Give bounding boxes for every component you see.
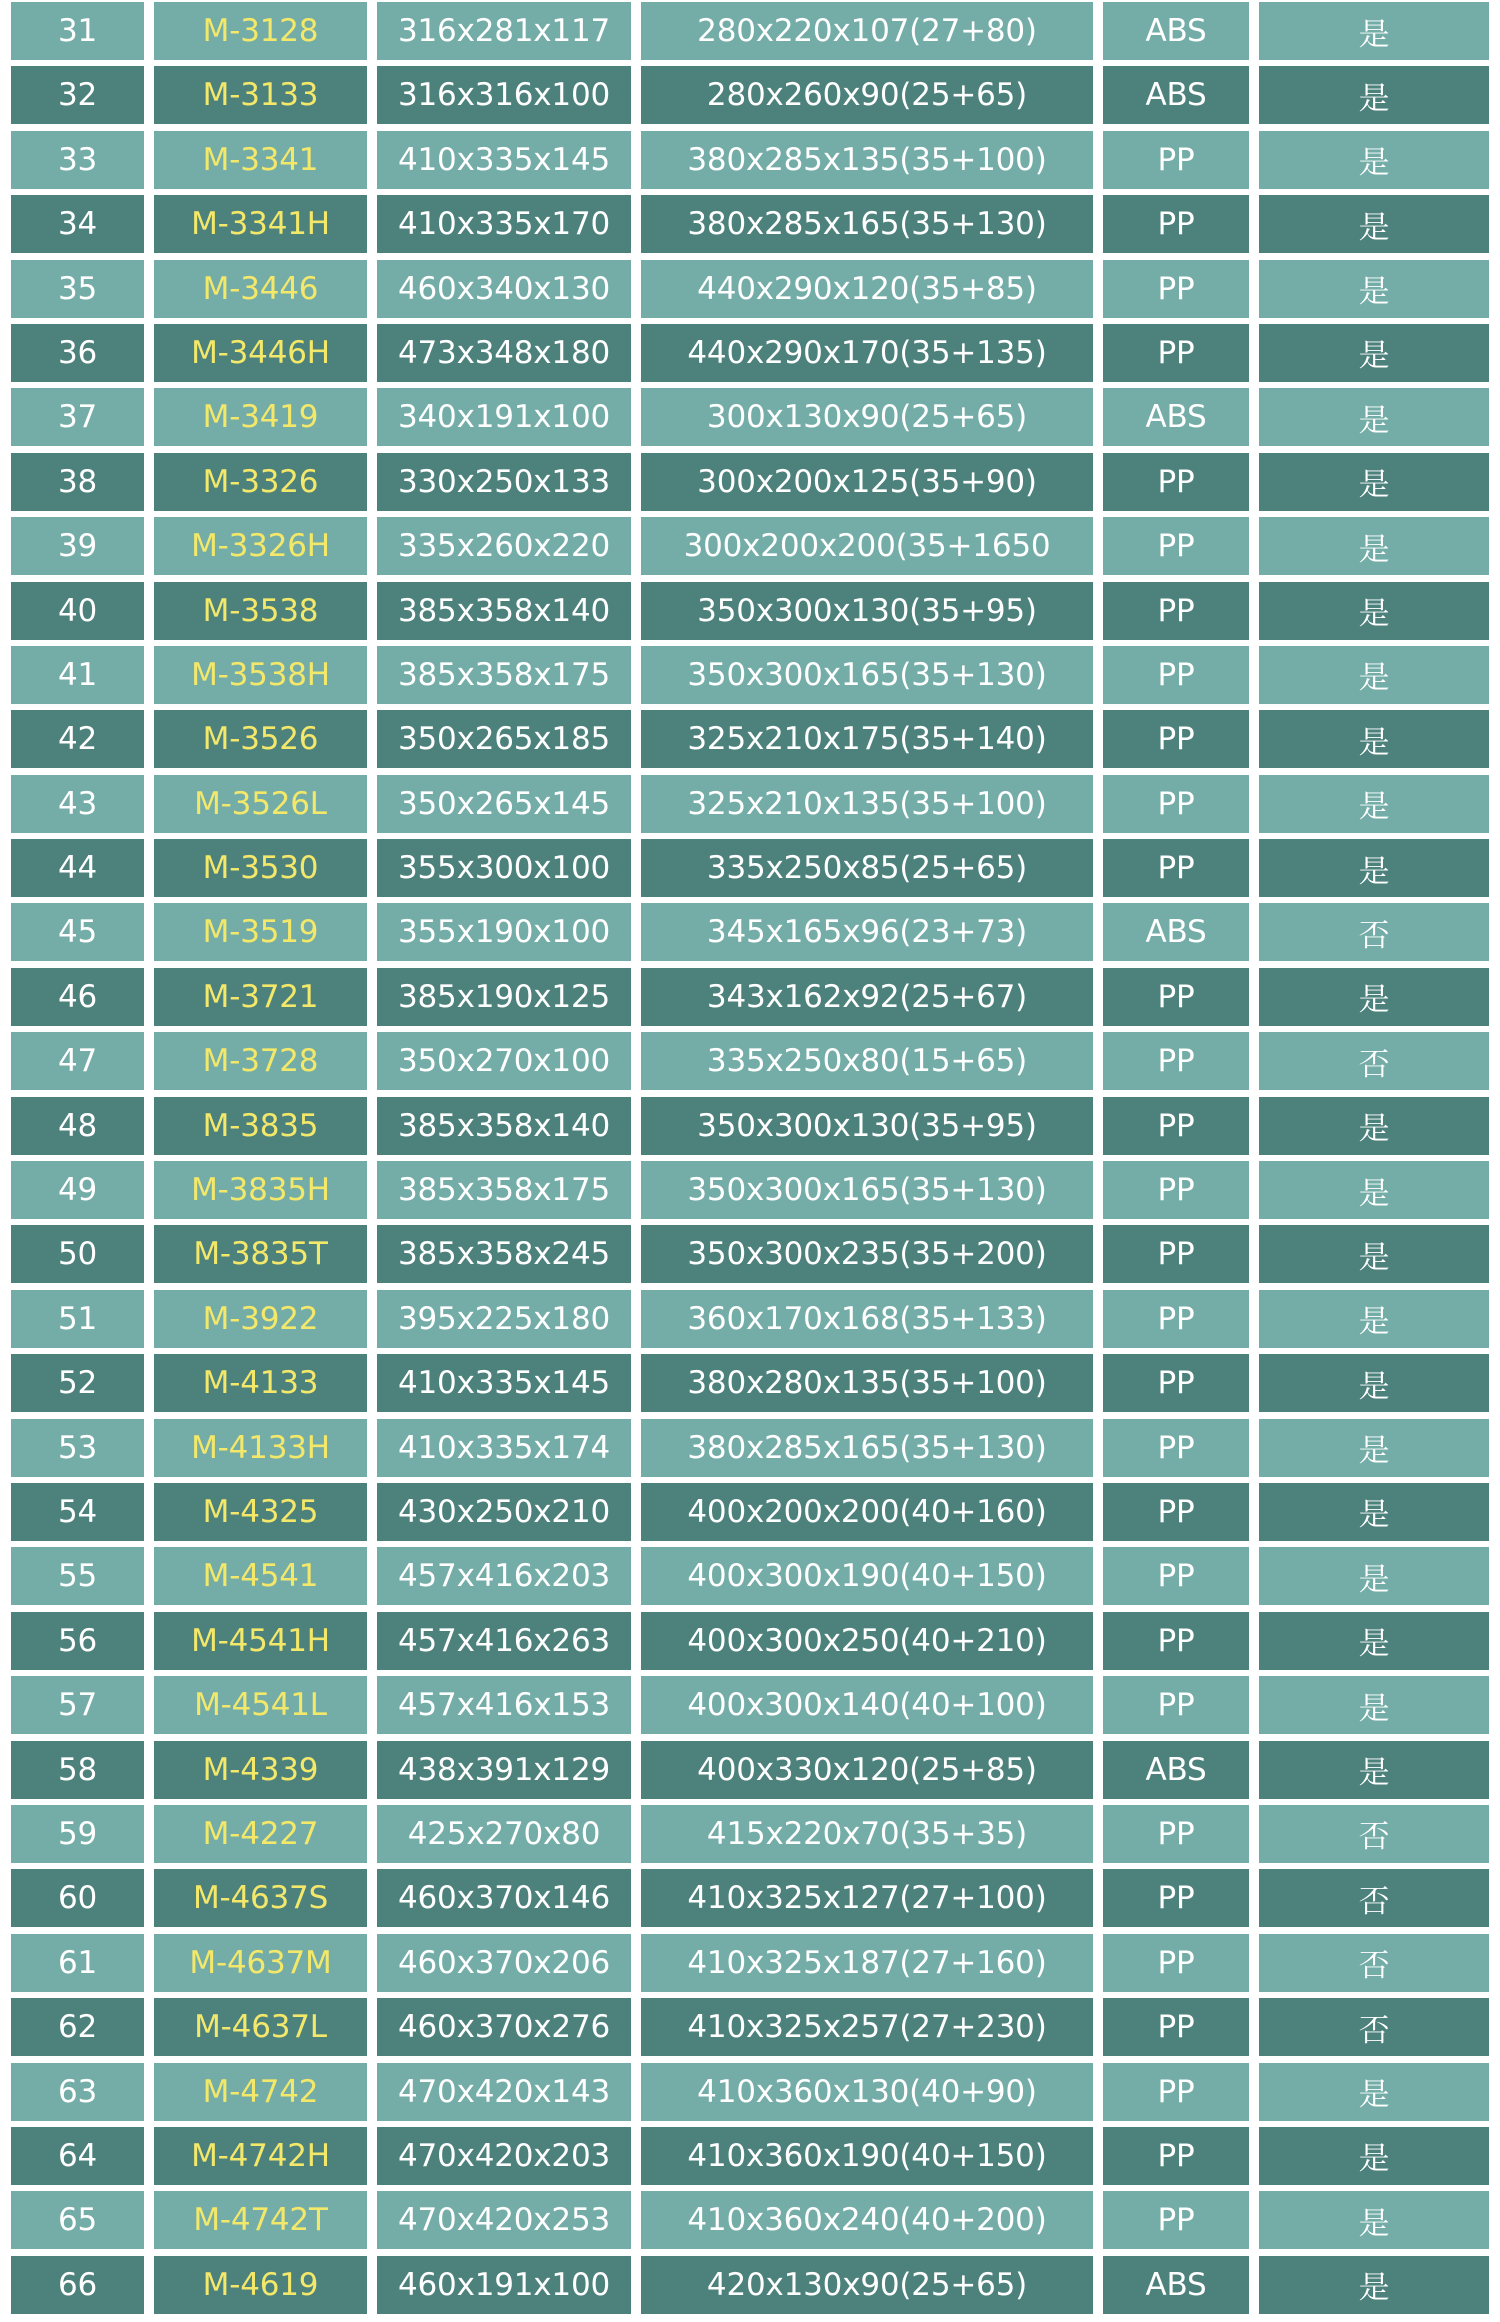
model-code-cell: M-3133 bbox=[154, 66, 367, 124]
inner-dimensions-cell: 350x300x130(35+95) bbox=[641, 582, 1093, 640]
model-code-cell: M-4637S bbox=[154, 1869, 367, 1927]
outer-dimensions-cell: 430x250x210 bbox=[377, 1483, 631, 1541]
model-code-cell: M-4637L bbox=[154, 1998, 367, 2056]
outer-dimensions-cell: 385x358x140 bbox=[377, 1097, 631, 1155]
model-code-cell: M-3922 bbox=[154, 1290, 367, 1348]
outer-dimensions-cell: 460x340x130 bbox=[377, 260, 631, 318]
row-number-cell: 45 bbox=[11, 903, 144, 961]
inner-dimensions-cell: 380x280x135(35+100) bbox=[641, 1354, 1093, 1412]
inner-dimensions-cell: 400x300x140(40+100) bbox=[641, 1676, 1093, 1734]
outer-dimensions-cell: 385x190x125 bbox=[377, 968, 631, 1026]
row-number-cell: 40 bbox=[11, 582, 144, 640]
table-row bbox=[11, 1030, 1489, 1094]
table-row bbox=[11, 2189, 1489, 2253]
model-code-cell: M-3326 bbox=[154, 453, 367, 511]
material-cell: PP bbox=[1103, 260, 1249, 318]
table-row bbox=[11, 1288, 1489, 1352]
row-number-cell: 50 bbox=[11, 1225, 144, 1283]
inner-dimensions-cell: 400x200x200(40+160) bbox=[641, 1483, 1093, 1541]
row-number-cell: 33 bbox=[11, 131, 144, 189]
inner-dimensions-cell: 440x290x170(35+135) bbox=[641, 324, 1093, 382]
availability-flag-cell: 是 bbox=[1259, 131, 1489, 189]
outer-dimensions-cell: 350x270x100 bbox=[377, 1032, 631, 1090]
outer-dimensions-cell: 460x191x100 bbox=[377, 2256, 631, 2314]
inner-dimensions-cell: 400x300x250(40+210) bbox=[641, 1612, 1093, 1670]
table-row bbox=[11, 515, 1489, 579]
row-number-cell: 63 bbox=[11, 2063, 144, 2121]
row-number-cell: 48 bbox=[11, 1097, 144, 1155]
availability-flag-cell: 是 bbox=[1259, 1741, 1489, 1799]
model-code-cell: M-3446H bbox=[154, 324, 367, 382]
table-row bbox=[11, 1545, 1489, 1609]
model-code-cell: M-3128 bbox=[154, 2, 367, 60]
material-cell: PP bbox=[1103, 1354, 1249, 1412]
material-cell: PP bbox=[1103, 1869, 1249, 1927]
table-row bbox=[11, 1159, 1489, 1223]
outer-dimensions-cell: 355x190x100 bbox=[377, 903, 631, 961]
outer-dimensions-cell: 460x370x206 bbox=[377, 1934, 631, 1992]
row-number-cell: 46 bbox=[11, 968, 144, 1026]
table-row bbox=[11, 644, 1489, 708]
availability-flag-cell: 否 bbox=[1259, 1934, 1489, 1992]
outer-dimensions-cell: 385x358x245 bbox=[377, 1225, 631, 1283]
inner-dimensions-cell: 325x210x175(35+140) bbox=[641, 710, 1093, 768]
outer-dimensions-cell: 316x316x100 bbox=[377, 66, 631, 124]
material-cell: PP bbox=[1103, 2127, 1249, 2185]
material-cell: PP bbox=[1103, 710, 1249, 768]
inner-dimensions-cell: 335x250x85(25+65) bbox=[641, 839, 1093, 897]
model-code-cell: M-4133H bbox=[154, 1419, 367, 1477]
availability-flag-cell: 是 bbox=[1259, 2127, 1489, 2185]
outer-dimensions-cell: 410x335x145 bbox=[377, 131, 631, 189]
material-cell: ABS bbox=[1103, 2, 1249, 60]
model-code-cell: M-4742H bbox=[154, 2127, 367, 2185]
row-number-cell: 66 bbox=[11, 2256, 144, 2314]
row-number-cell: 42 bbox=[11, 710, 144, 768]
model-code-cell: M-4133 bbox=[154, 1354, 367, 1412]
outer-dimensions-cell: 470x420x143 bbox=[377, 2063, 631, 2121]
table-row bbox=[11, 2061, 1489, 2125]
model-code-cell: M-4637M bbox=[154, 1934, 367, 1992]
outer-dimensions-cell: 410x335x174 bbox=[377, 1419, 631, 1477]
table-row bbox=[11, 0, 1489, 64]
inner-dimensions-cell: 400x330x120(25+85) bbox=[641, 1741, 1093, 1799]
inner-dimensions-cell: 300x200x125(35+90) bbox=[641, 453, 1093, 511]
material-cell: ABS bbox=[1103, 903, 1249, 961]
model-code-cell: M-3526L bbox=[154, 775, 367, 833]
table-row bbox=[11, 193, 1489, 257]
model-code-cell: M-4339 bbox=[154, 1741, 367, 1799]
model-code-cell: M-3341H bbox=[154, 195, 367, 253]
inner-dimensions-cell: 350x300x235(35+200) bbox=[641, 1225, 1093, 1283]
row-number-cell: 36 bbox=[11, 324, 144, 382]
availability-flag-cell: 是 bbox=[1259, 839, 1489, 897]
availability-flag-cell: 是 bbox=[1259, 1419, 1489, 1477]
model-code-cell: M-4541 bbox=[154, 1547, 367, 1605]
table-row bbox=[11, 1867, 1489, 1931]
outer-dimensions-cell: 350x265x185 bbox=[377, 710, 631, 768]
material-cell: PP bbox=[1103, 324, 1249, 382]
table-row bbox=[11, 1095, 1489, 1159]
availability-flag-cell: 是 bbox=[1259, 1483, 1489, 1541]
inner-dimensions-cell: 415x220x70(35+35) bbox=[641, 1805, 1093, 1863]
row-number-cell: 41 bbox=[11, 646, 144, 704]
row-number-cell: 47 bbox=[11, 1032, 144, 1090]
availability-flag-cell: 是 bbox=[1259, 775, 1489, 833]
model-code-cell: M-3538H bbox=[154, 646, 367, 704]
model-code-cell: M-4742 bbox=[154, 2063, 367, 2121]
table-row bbox=[11, 64, 1489, 128]
table-row bbox=[11, 1610, 1489, 1674]
table-row bbox=[11, 1352, 1489, 1416]
outer-dimensions-cell: 438x391x129 bbox=[377, 1741, 631, 1799]
inner-dimensions-cell: 420x130x90(25+65) bbox=[641, 2256, 1093, 2314]
row-number-cell: 37 bbox=[11, 388, 144, 446]
availability-flag-cell: 是 bbox=[1259, 1676, 1489, 1734]
inner-dimensions-cell: 350x300x130(35+95) bbox=[641, 1097, 1093, 1155]
outer-dimensions-cell: 425x270x80 bbox=[377, 1805, 631, 1863]
row-number-cell: 62 bbox=[11, 1998, 144, 2056]
outer-dimensions-cell: 457x416x263 bbox=[377, 1612, 631, 1670]
availability-flag-cell: 是 bbox=[1259, 324, 1489, 382]
outer-dimensions-cell: 340x191x100 bbox=[377, 388, 631, 446]
model-code-cell: M-4227 bbox=[154, 1805, 367, 1863]
material-cell: ABS bbox=[1103, 388, 1249, 446]
availability-flag-cell: 是 bbox=[1259, 260, 1489, 318]
model-code-cell: M-3341 bbox=[154, 131, 367, 189]
table-row bbox=[11, 966, 1489, 1030]
inner-dimensions-cell: 360x170x168(35+133) bbox=[641, 1290, 1093, 1348]
availability-flag-cell: 是 bbox=[1259, 1290, 1489, 1348]
outer-dimensions-cell: 385x358x175 bbox=[377, 646, 631, 704]
material-cell: PP bbox=[1103, 582, 1249, 640]
availability-flag-cell: 是 bbox=[1259, 582, 1489, 640]
outer-dimensions-cell: 460x370x276 bbox=[377, 1998, 631, 2056]
material-cell: PP bbox=[1103, 1998, 1249, 2056]
availability-flag-cell: 是 bbox=[1259, 968, 1489, 1026]
outer-dimensions-cell: 457x416x203 bbox=[377, 1547, 631, 1605]
table-row bbox=[11, 2254, 1489, 2318]
outer-dimensions-cell: 473x348x180 bbox=[377, 324, 631, 382]
material-cell: PP bbox=[1103, 1097, 1249, 1155]
material-cell: PP bbox=[1103, 1419, 1249, 1477]
model-code-cell: M-3530 bbox=[154, 839, 367, 897]
model-code-cell: M-3519 bbox=[154, 903, 367, 961]
row-number-cell: 31 bbox=[11, 2, 144, 60]
outer-dimensions-cell: 335x260x220 bbox=[377, 517, 631, 575]
inner-dimensions-cell: 325x210x135(35+100) bbox=[641, 775, 1093, 833]
availability-flag-cell: 是 bbox=[1259, 2256, 1489, 2314]
row-number-cell: 35 bbox=[11, 260, 144, 318]
row-number-cell: 55 bbox=[11, 1547, 144, 1605]
table-row bbox=[11, 1674, 1489, 1738]
table-row bbox=[11, 386, 1489, 450]
outer-dimensions-cell: 470x420x203 bbox=[377, 2127, 631, 2185]
model-code-cell: M-3835 bbox=[154, 1097, 367, 1155]
model-code-cell: M-3326H bbox=[154, 517, 367, 575]
availability-flag-cell: 是 bbox=[1259, 388, 1489, 446]
availability-flag-cell: 否 bbox=[1259, 1869, 1489, 1927]
inner-dimensions-cell: 410x325x257(27+230) bbox=[641, 1998, 1093, 2056]
table-row bbox=[11, 1223, 1489, 1287]
table-row bbox=[11, 1481, 1489, 1545]
availability-flag-cell: 是 bbox=[1259, 1612, 1489, 1670]
inner-dimensions-cell: 410x360x190(40+150) bbox=[641, 2127, 1093, 2185]
inner-dimensions-cell: 380x285x165(35+130) bbox=[641, 195, 1093, 253]
material-cell: PP bbox=[1103, 1032, 1249, 1090]
inner-dimensions-cell: 410x325x127(27+100) bbox=[641, 1869, 1093, 1927]
outer-dimensions-cell: 350x265x145 bbox=[377, 775, 631, 833]
row-number-cell: 56 bbox=[11, 1612, 144, 1670]
availability-flag-cell: 是 bbox=[1259, 710, 1489, 768]
availability-flag-cell: 是 bbox=[1259, 66, 1489, 124]
availability-flag-cell: 是 bbox=[1259, 517, 1489, 575]
outer-dimensions-cell: 410x335x145 bbox=[377, 1354, 631, 1412]
material-cell: PP bbox=[1103, 1805, 1249, 1863]
model-code-cell: M-4541H bbox=[154, 1612, 367, 1670]
material-cell: PP bbox=[1103, 1483, 1249, 1541]
availability-flag-cell: 是 bbox=[1259, 2, 1489, 60]
model-code-cell: M-3526 bbox=[154, 710, 367, 768]
availability-flag-cell: 否 bbox=[1259, 1998, 1489, 2056]
material-cell: ABS bbox=[1103, 2256, 1249, 2314]
inner-dimensions-cell: 350x300x165(35+130) bbox=[641, 646, 1093, 704]
outer-dimensions-cell: 470x420x253 bbox=[377, 2191, 631, 2249]
outer-dimensions-cell: 457x416x153 bbox=[377, 1676, 631, 1734]
row-number-cell: 38 bbox=[11, 453, 144, 511]
table-row bbox=[11, 580, 1489, 644]
material-cell: ABS bbox=[1103, 1741, 1249, 1799]
table-row bbox=[11, 1932, 1489, 1996]
inner-dimensions-cell: 300x200x200(35+1650 bbox=[641, 517, 1093, 575]
availability-flag-cell: 是 bbox=[1259, 646, 1489, 704]
inner-dimensions-cell: 410x360x240(40+200) bbox=[641, 2191, 1093, 2249]
row-number-cell: 54 bbox=[11, 1483, 144, 1541]
availability-flag-cell: 否 bbox=[1259, 1032, 1489, 1090]
availability-flag-cell: 是 bbox=[1259, 1225, 1489, 1283]
row-number-cell: 58 bbox=[11, 1741, 144, 1799]
row-number-cell: 34 bbox=[11, 195, 144, 253]
row-number-cell: 49 bbox=[11, 1161, 144, 1219]
table-row bbox=[11, 901, 1489, 965]
inner-dimensions-cell: 400x300x190(40+150) bbox=[641, 1547, 1093, 1605]
table-row bbox=[11, 708, 1489, 772]
inner-dimensions-cell: 280x260x90(25+65) bbox=[641, 66, 1093, 124]
outer-dimensions-cell: 460x370x146 bbox=[377, 1869, 631, 1927]
model-code-cell: M-3538 bbox=[154, 582, 367, 640]
table-row bbox=[11, 773, 1489, 837]
material-cell: PP bbox=[1103, 453, 1249, 511]
material-cell: PP bbox=[1103, 1612, 1249, 1670]
model-code-cell: M-4541L bbox=[154, 1676, 367, 1734]
model-code-cell: M-3419 bbox=[154, 388, 367, 446]
availability-flag-cell: 是 bbox=[1259, 1161, 1489, 1219]
material-cell: PP bbox=[1103, 2063, 1249, 2121]
table-row bbox=[11, 322, 1489, 386]
inner-dimensions-cell: 345x165x96(23+73) bbox=[641, 903, 1093, 961]
outer-dimensions-cell: 330x250x133 bbox=[377, 453, 631, 511]
table-row bbox=[11, 451, 1489, 515]
row-number-cell: 32 bbox=[11, 66, 144, 124]
model-code-cell: M-4742T bbox=[154, 2191, 367, 2249]
material-cell: PP bbox=[1103, 517, 1249, 575]
inner-dimensions-cell: 350x300x165(35+130) bbox=[641, 1161, 1093, 1219]
inner-dimensions-cell: 410x360x130(40+90) bbox=[641, 2063, 1093, 2121]
availability-flag-cell: 否 bbox=[1259, 903, 1489, 961]
row-number-cell: 59 bbox=[11, 1805, 144, 1863]
table-row bbox=[11, 2125, 1489, 2189]
availability-flag-cell: 是 bbox=[1259, 2063, 1489, 2121]
material-cell: PP bbox=[1103, 968, 1249, 1026]
material-cell: PP bbox=[1103, 1161, 1249, 1219]
inner-dimensions-cell: 440x290x120(35+85) bbox=[641, 260, 1093, 318]
material-cell: PP bbox=[1103, 2191, 1249, 2249]
table-row bbox=[11, 1417, 1489, 1481]
row-number-cell: 57 bbox=[11, 1676, 144, 1734]
material-cell: PP bbox=[1103, 1225, 1249, 1283]
row-number-cell: 65 bbox=[11, 2191, 144, 2249]
outer-dimensions-cell: 385x358x175 bbox=[377, 1161, 631, 1219]
row-number-cell: 51 bbox=[11, 1290, 144, 1348]
table-row bbox=[11, 1739, 1489, 1803]
model-code-cell: M-4619 bbox=[154, 2256, 367, 2314]
material-cell: PP bbox=[1103, 1547, 1249, 1605]
availability-flag-cell: 否 bbox=[1259, 1805, 1489, 1863]
row-number-cell: 60 bbox=[11, 1869, 144, 1927]
row-number-cell: 61 bbox=[11, 1934, 144, 1992]
availability-flag-cell: 是 bbox=[1259, 2191, 1489, 2249]
inner-dimensions-cell: 335x250x80(15+65) bbox=[641, 1032, 1093, 1090]
inner-dimensions-cell: 410x325x187(27+160) bbox=[641, 1934, 1093, 1992]
model-code-cell: M-3835H bbox=[154, 1161, 367, 1219]
inner-dimensions-cell: 280x220x107(27+80) bbox=[641, 2, 1093, 60]
inner-dimensions-cell: 380x285x165(35+130) bbox=[641, 1419, 1093, 1477]
row-number-cell: 39 bbox=[11, 517, 144, 575]
table-row bbox=[11, 837, 1489, 901]
material-cell: PP bbox=[1103, 195, 1249, 253]
availability-flag-cell: 是 bbox=[1259, 1547, 1489, 1605]
outer-dimensions-cell: 316x281x117 bbox=[377, 2, 631, 60]
material-cell: PP bbox=[1103, 646, 1249, 704]
material-cell: PP bbox=[1103, 1934, 1249, 1992]
availability-flag-cell: 是 bbox=[1259, 1097, 1489, 1155]
inner-dimensions-cell: 300x130x90(25+65) bbox=[641, 388, 1093, 446]
material-cell: PP bbox=[1103, 131, 1249, 189]
table-row bbox=[11, 129, 1489, 193]
material-cell: PP bbox=[1103, 1290, 1249, 1348]
table-row bbox=[11, 258, 1489, 322]
material-cell: PP bbox=[1103, 1676, 1249, 1734]
outer-dimensions-cell: 410x335x170 bbox=[377, 195, 631, 253]
row-number-cell: 43 bbox=[11, 775, 144, 833]
inner-dimensions-cell: 343x162x92(25+67) bbox=[641, 968, 1093, 1026]
availability-flag-cell: 是 bbox=[1259, 195, 1489, 253]
outer-dimensions-cell: 395x225x180 bbox=[377, 1290, 631, 1348]
material-cell: PP bbox=[1103, 839, 1249, 897]
outer-dimensions-cell: 385x358x140 bbox=[377, 582, 631, 640]
model-code-cell: M-3835T bbox=[154, 1225, 367, 1283]
model-code-cell: M-3728 bbox=[154, 1032, 367, 1090]
row-number-cell: 64 bbox=[11, 2127, 144, 2185]
availability-flag-cell: 是 bbox=[1259, 1354, 1489, 1412]
table-row bbox=[11, 1803, 1489, 1867]
model-code-cell: M-4325 bbox=[154, 1483, 367, 1541]
outer-dimensions-cell: 355x300x100 bbox=[377, 839, 631, 897]
availability-flag-cell: 是 bbox=[1259, 453, 1489, 511]
material-cell: PP bbox=[1103, 775, 1249, 833]
model-code-cell: M-3721 bbox=[154, 968, 367, 1026]
row-number-cell: 44 bbox=[11, 839, 144, 897]
inner-dimensions-cell: 380x285x135(35+100) bbox=[641, 131, 1093, 189]
material-cell: ABS bbox=[1103, 66, 1249, 124]
row-number-cell: 52 bbox=[11, 1354, 144, 1412]
row-number-cell: 53 bbox=[11, 1419, 144, 1477]
product-spec-table bbox=[11, 0, 1489, 2318]
model-code-cell: M-3446 bbox=[154, 260, 367, 318]
table-row bbox=[11, 1996, 1489, 2060]
